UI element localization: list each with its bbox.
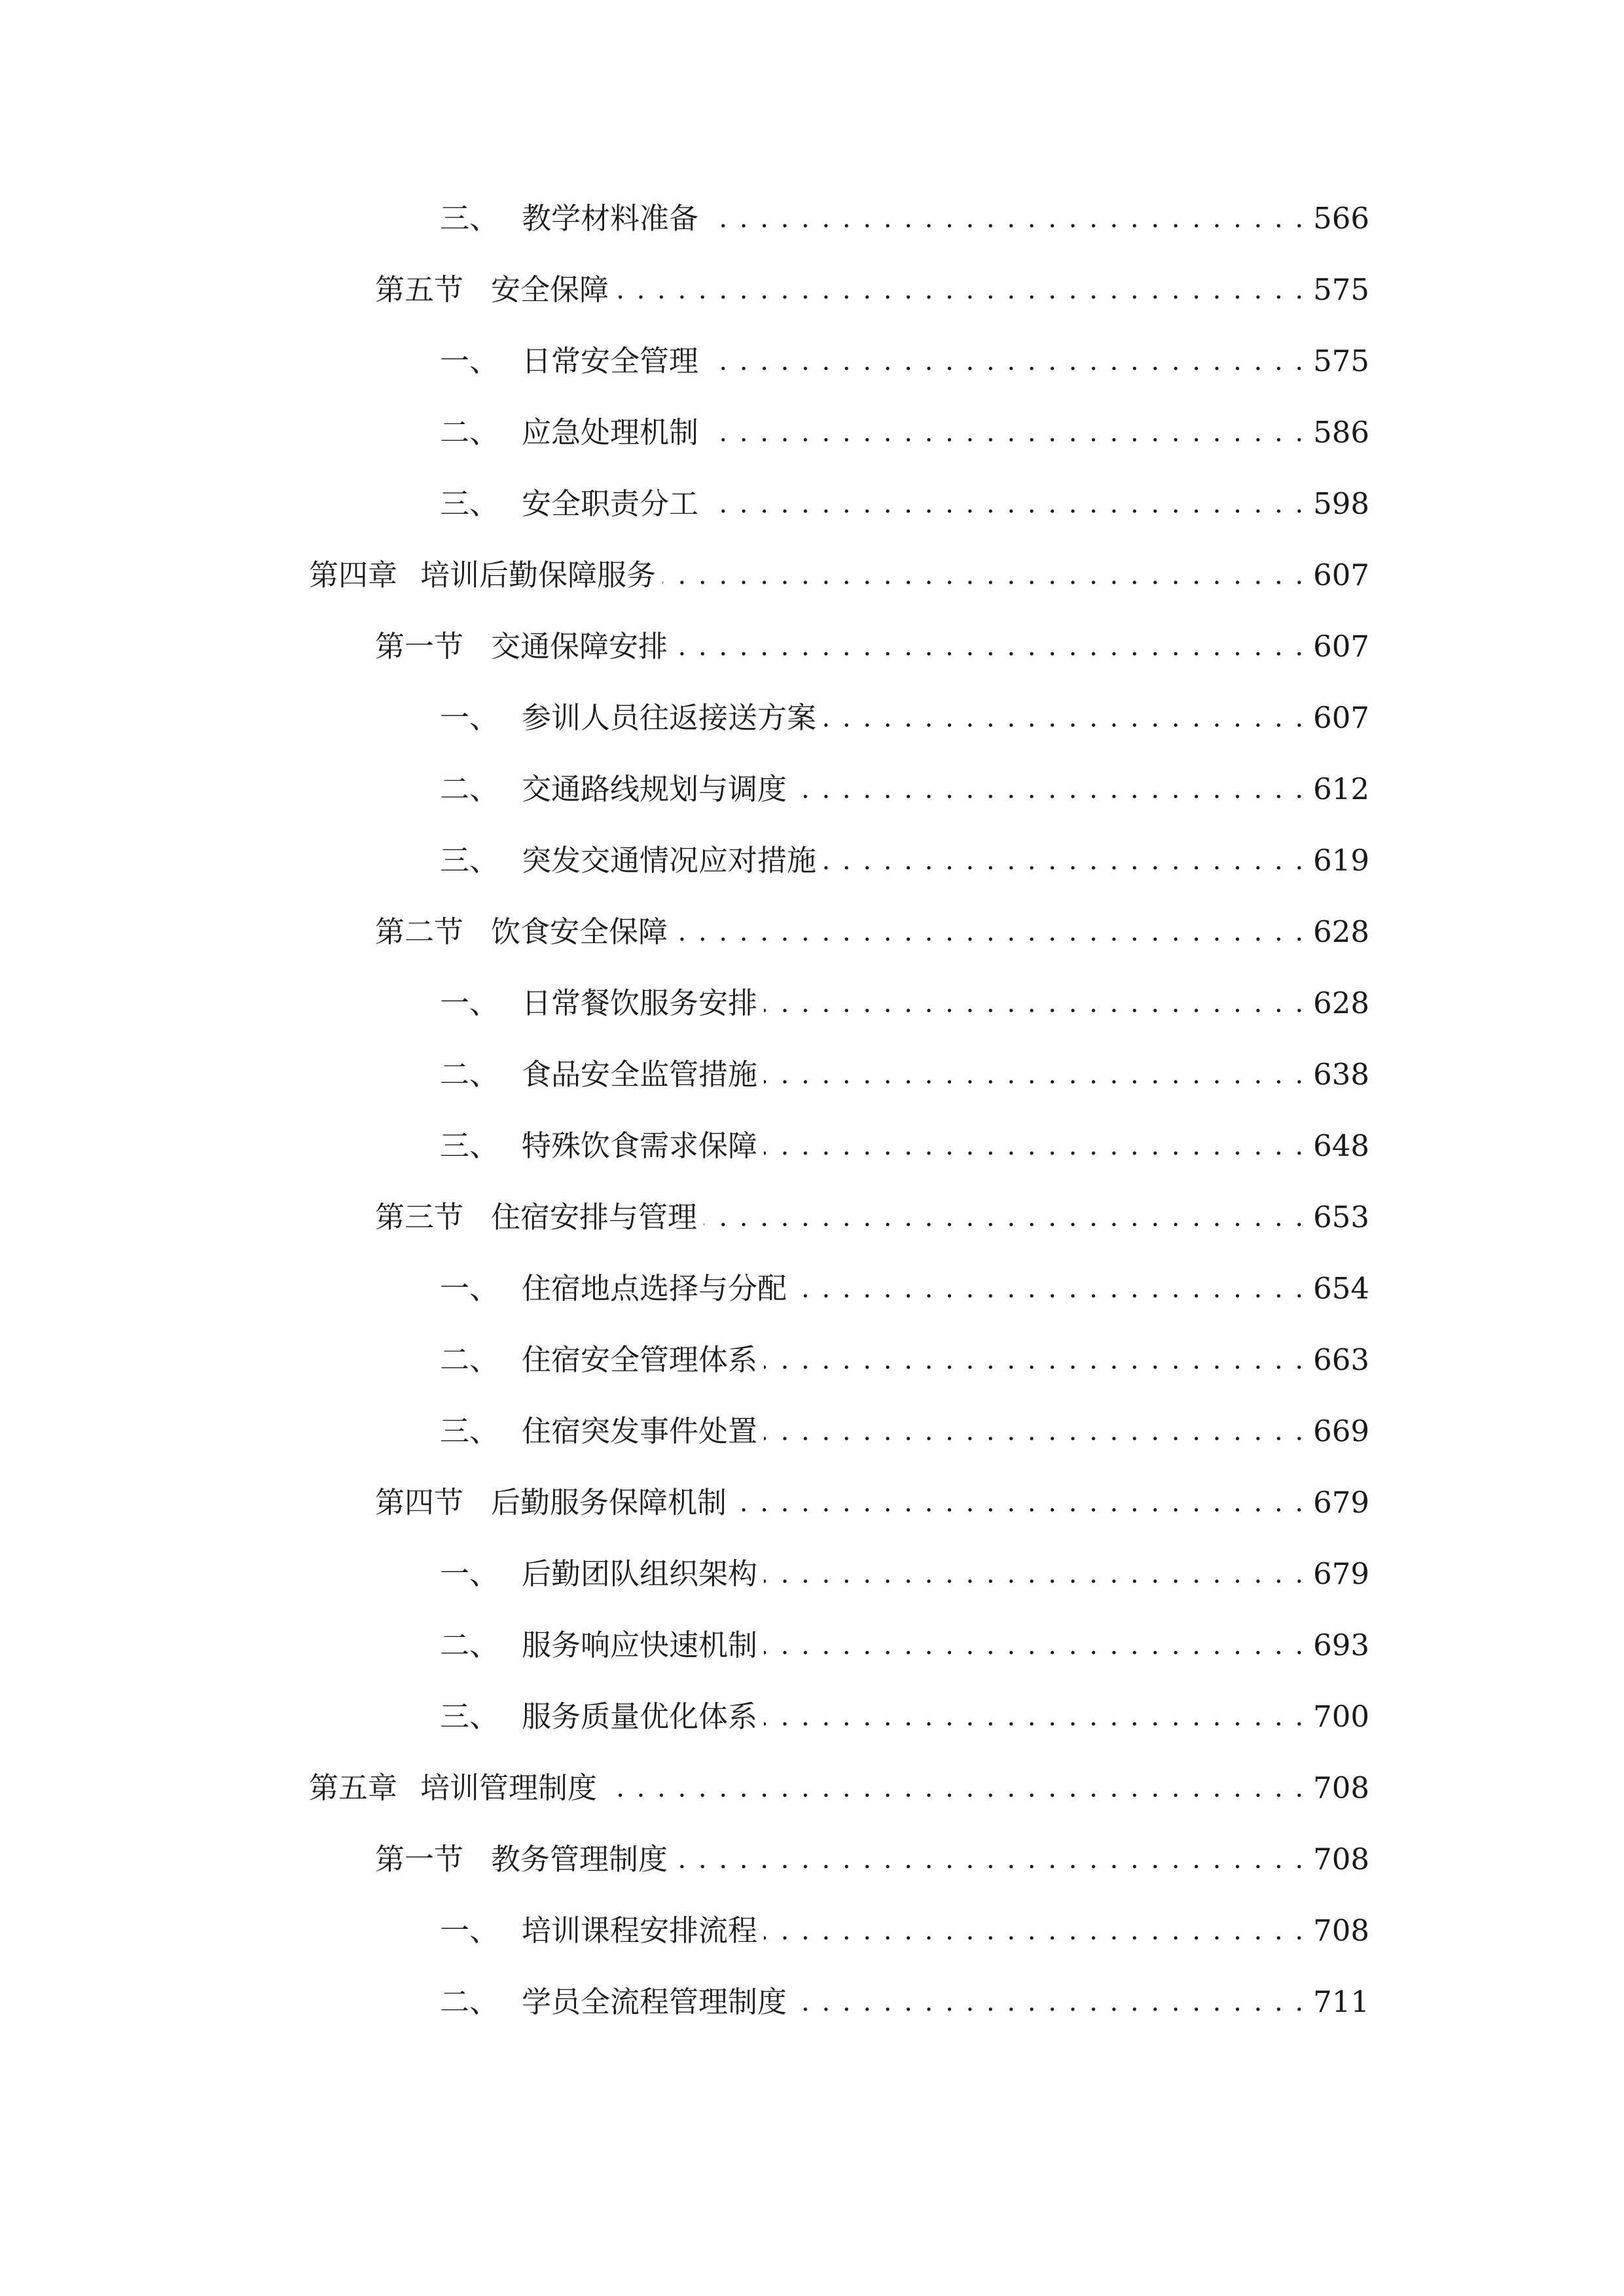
dot-leader [662,549,1305,601]
toc-entry-page: 654 [1313,1271,1369,1306]
toc-entry-title: 培训管理制度 [420,1770,598,1805]
toc-entry-page: 566 [1313,201,1369,236]
toc-entry[interactable] [440,692,1369,744]
toc-entry-number: 第三节 [375,1200,464,1234]
toc-entry-title: 后勤服务保障机制 [491,1485,727,1520]
dot-leader [764,1049,1305,1101]
dot-leader [705,406,1305,459]
toc-entry[interactable] [440,1405,1369,1458]
toc-entry-page: 653 [1313,1200,1369,1234]
toc-entry[interactable] [440,1619,1369,1672]
toc-entry[interactable] [440,1976,1369,2028]
toc-entry-title: 培训课程安排流程 [522,1913,758,1948]
toc-entry-title: 食品安全监管措施 [522,1057,758,1092]
toc-entry-number: 第一节 [375,1842,464,1876]
toc-entry[interactable] [375,1191,1369,1244]
toc-entry-title: 交通保障安排 [491,629,668,664]
toc-entry-title: 饮食安全保障 [491,914,668,949]
toc-entry[interactable] [440,1120,1369,1172]
toc-entry-number: 三、 [440,1699,499,1734]
toc-entry-number: 三、 [440,201,499,236]
toc-entry-page: 711 [1313,1984,1369,2019]
toc-entry-number: 三、 [440,1414,499,1448]
toc-entry-page: 607 [1313,700,1369,735]
toc-entry-page: 679 [1313,1485,1369,1520]
dot-leader [793,1263,1305,1315]
toc-entry[interactable] [440,763,1369,816]
dot-leader [764,1548,1305,1600]
toc-entry-number: 一、 [440,1913,499,1948]
toc-entry-number: 二、 [440,1984,499,2019]
dot-leader [674,620,1305,673]
toc-entry-page: 708 [1313,1770,1369,1805]
toc-entry[interactable] [375,264,1369,316]
toc-entry-page: 575 [1313,344,1369,378]
toc-entry[interactable] [440,834,1369,887]
toc-entry-number: 第一节 [375,629,464,664]
toc-entry-title: 住宿安排与管理 [491,1200,698,1234]
dot-leader [764,1619,1305,1672]
toc-entry-title: 后勤团队组织架构 [522,1556,758,1591]
dot-leader [823,692,1305,744]
toc-entry-page: 612 [1313,772,1369,806]
dot-leader [764,1691,1305,1743]
toc-entry-number: 三、 [440,843,499,878]
toc-entry-title: 学员全流程管理制度 [522,1984,787,2019]
dot-leader [674,1833,1305,1886]
toc-entry-page: 619 [1313,843,1369,878]
toc-entry-page: 598 [1313,486,1369,521]
toc-entry[interactable] [440,1263,1369,1315]
toc-entry-title: 安全保障 [491,272,609,307]
toc-entry[interactable] [440,977,1369,1030]
toc-entry[interactable] [440,192,1369,245]
toc-entry-number: 一、 [440,344,499,378]
toc-entry-title: 服务质量优化体系 [522,1699,758,1734]
toc-entry-title: 教务管理制度 [491,1842,668,1876]
toc-entry-page: 700 [1313,1699,1369,1734]
toc-entry-number: 二、 [440,772,499,806]
dot-leader [615,264,1305,316]
toc-entry-title: 住宿安全管理体系 [522,1342,758,1377]
toc-entry-page: 679 [1313,1556,1369,1591]
toc-entry-number: 二、 [440,1057,499,1092]
toc-entry-number: 一、 [440,1556,499,1591]
toc-entry-page: 648 [1313,1128,1369,1163]
toc-entry-page: 628 [1313,986,1369,1020]
toc-entry[interactable] [440,1691,1369,1743]
dot-leader [674,906,1305,958]
toc-entry[interactable] [440,335,1369,387]
toc-entry[interactable] [375,906,1369,958]
toc-entry-title: 交通路线规划与调度 [522,772,787,806]
dot-leader [604,1762,1305,1814]
toc-entry[interactable] [440,1049,1369,1101]
toc-entry-page: 669 [1313,1414,1369,1448]
dot-leader [733,1477,1305,1529]
toc-entry[interactable] [375,620,1369,673]
toc-entry[interactable] [309,1762,1369,1814]
toc-entry-title: 培训后勤保障服务 [420,558,657,592]
toc-entry-number: 第四章 [309,558,398,592]
dot-leader [705,335,1305,387]
toc-entry-number: 一、 [440,986,499,1020]
toc-entry[interactable] [440,1905,1369,1957]
toc-entry-title: 日常安全管理 [522,344,699,378]
toc-entry-page: 708 [1313,1842,1369,1876]
dot-leader [793,763,1305,816]
toc-entry-title: 突发交通情况应对措施 [522,843,817,878]
toc-entry-number: 第五节 [375,272,464,307]
toc-entry-page: 693 [1313,1628,1369,1662]
toc-entry-title: 住宿地点选择与分配 [522,1271,787,1306]
toc-entry-title: 住宿突发事件处置 [522,1414,758,1448]
dot-leader [764,977,1305,1030]
toc-entry[interactable] [375,1833,1369,1886]
toc-entry[interactable] [440,1334,1369,1386]
toc-entry-title: 应急处理机制 [522,415,699,450]
toc-entry-number: 三、 [440,1128,499,1163]
dot-leader [704,1191,1305,1244]
toc-entry-title: 参训人员往返接送方案 [522,700,817,735]
toc-entry-page: 628 [1313,914,1369,949]
dot-leader [793,1976,1305,2028]
dot-leader [764,1120,1305,1172]
toc-entry-number: 一、 [440,1271,499,1306]
toc-entry-number: 第四节 [375,1485,464,1520]
toc-entry-title: 服务响应快速机制 [522,1628,758,1662]
toc-entry-number: 二、 [440,415,499,450]
toc-entry-title: 安全职责分工 [522,486,699,521]
toc-entry-title: 教学材料准备 [522,201,699,236]
toc-entry-title: 特殊饮食需求保障 [522,1128,758,1163]
dot-leader [764,1905,1305,1957]
toc-entry-page: 638 [1313,1057,1369,1092]
toc-entry[interactable] [309,549,1369,601]
toc-entry-number: 第五章 [309,1770,398,1805]
toc-entry-page: 607 [1313,629,1369,664]
dot-leader [705,192,1305,245]
dot-leader [764,1334,1305,1386]
toc-entry-page: 663 [1313,1342,1369,1377]
toc-entry-page: 575 [1313,272,1369,307]
dot-leader [705,478,1305,530]
toc-entry[interactable] [440,478,1369,530]
toc-entry-number: 二、 [440,1628,499,1662]
toc-entry-number: 一、 [440,700,499,735]
toc-entry[interactable] [440,406,1369,459]
toc-entry-page: 607 [1313,558,1369,592]
toc-entry-number: 三、 [440,486,499,521]
toc-entry-title: 日常餐饮服务安排 [522,986,758,1020]
toc-entry-number: 第二节 [375,914,464,949]
toc-entry-number: 二、 [440,1342,499,1377]
dot-leader [764,1405,1305,1458]
toc-entry-page: 708 [1313,1913,1369,1948]
toc-entry[interactable] [375,1477,1369,1529]
dot-leader [823,834,1305,887]
toc-entry[interactable] [440,1548,1369,1600]
toc-entry-page: 586 [1313,415,1369,450]
